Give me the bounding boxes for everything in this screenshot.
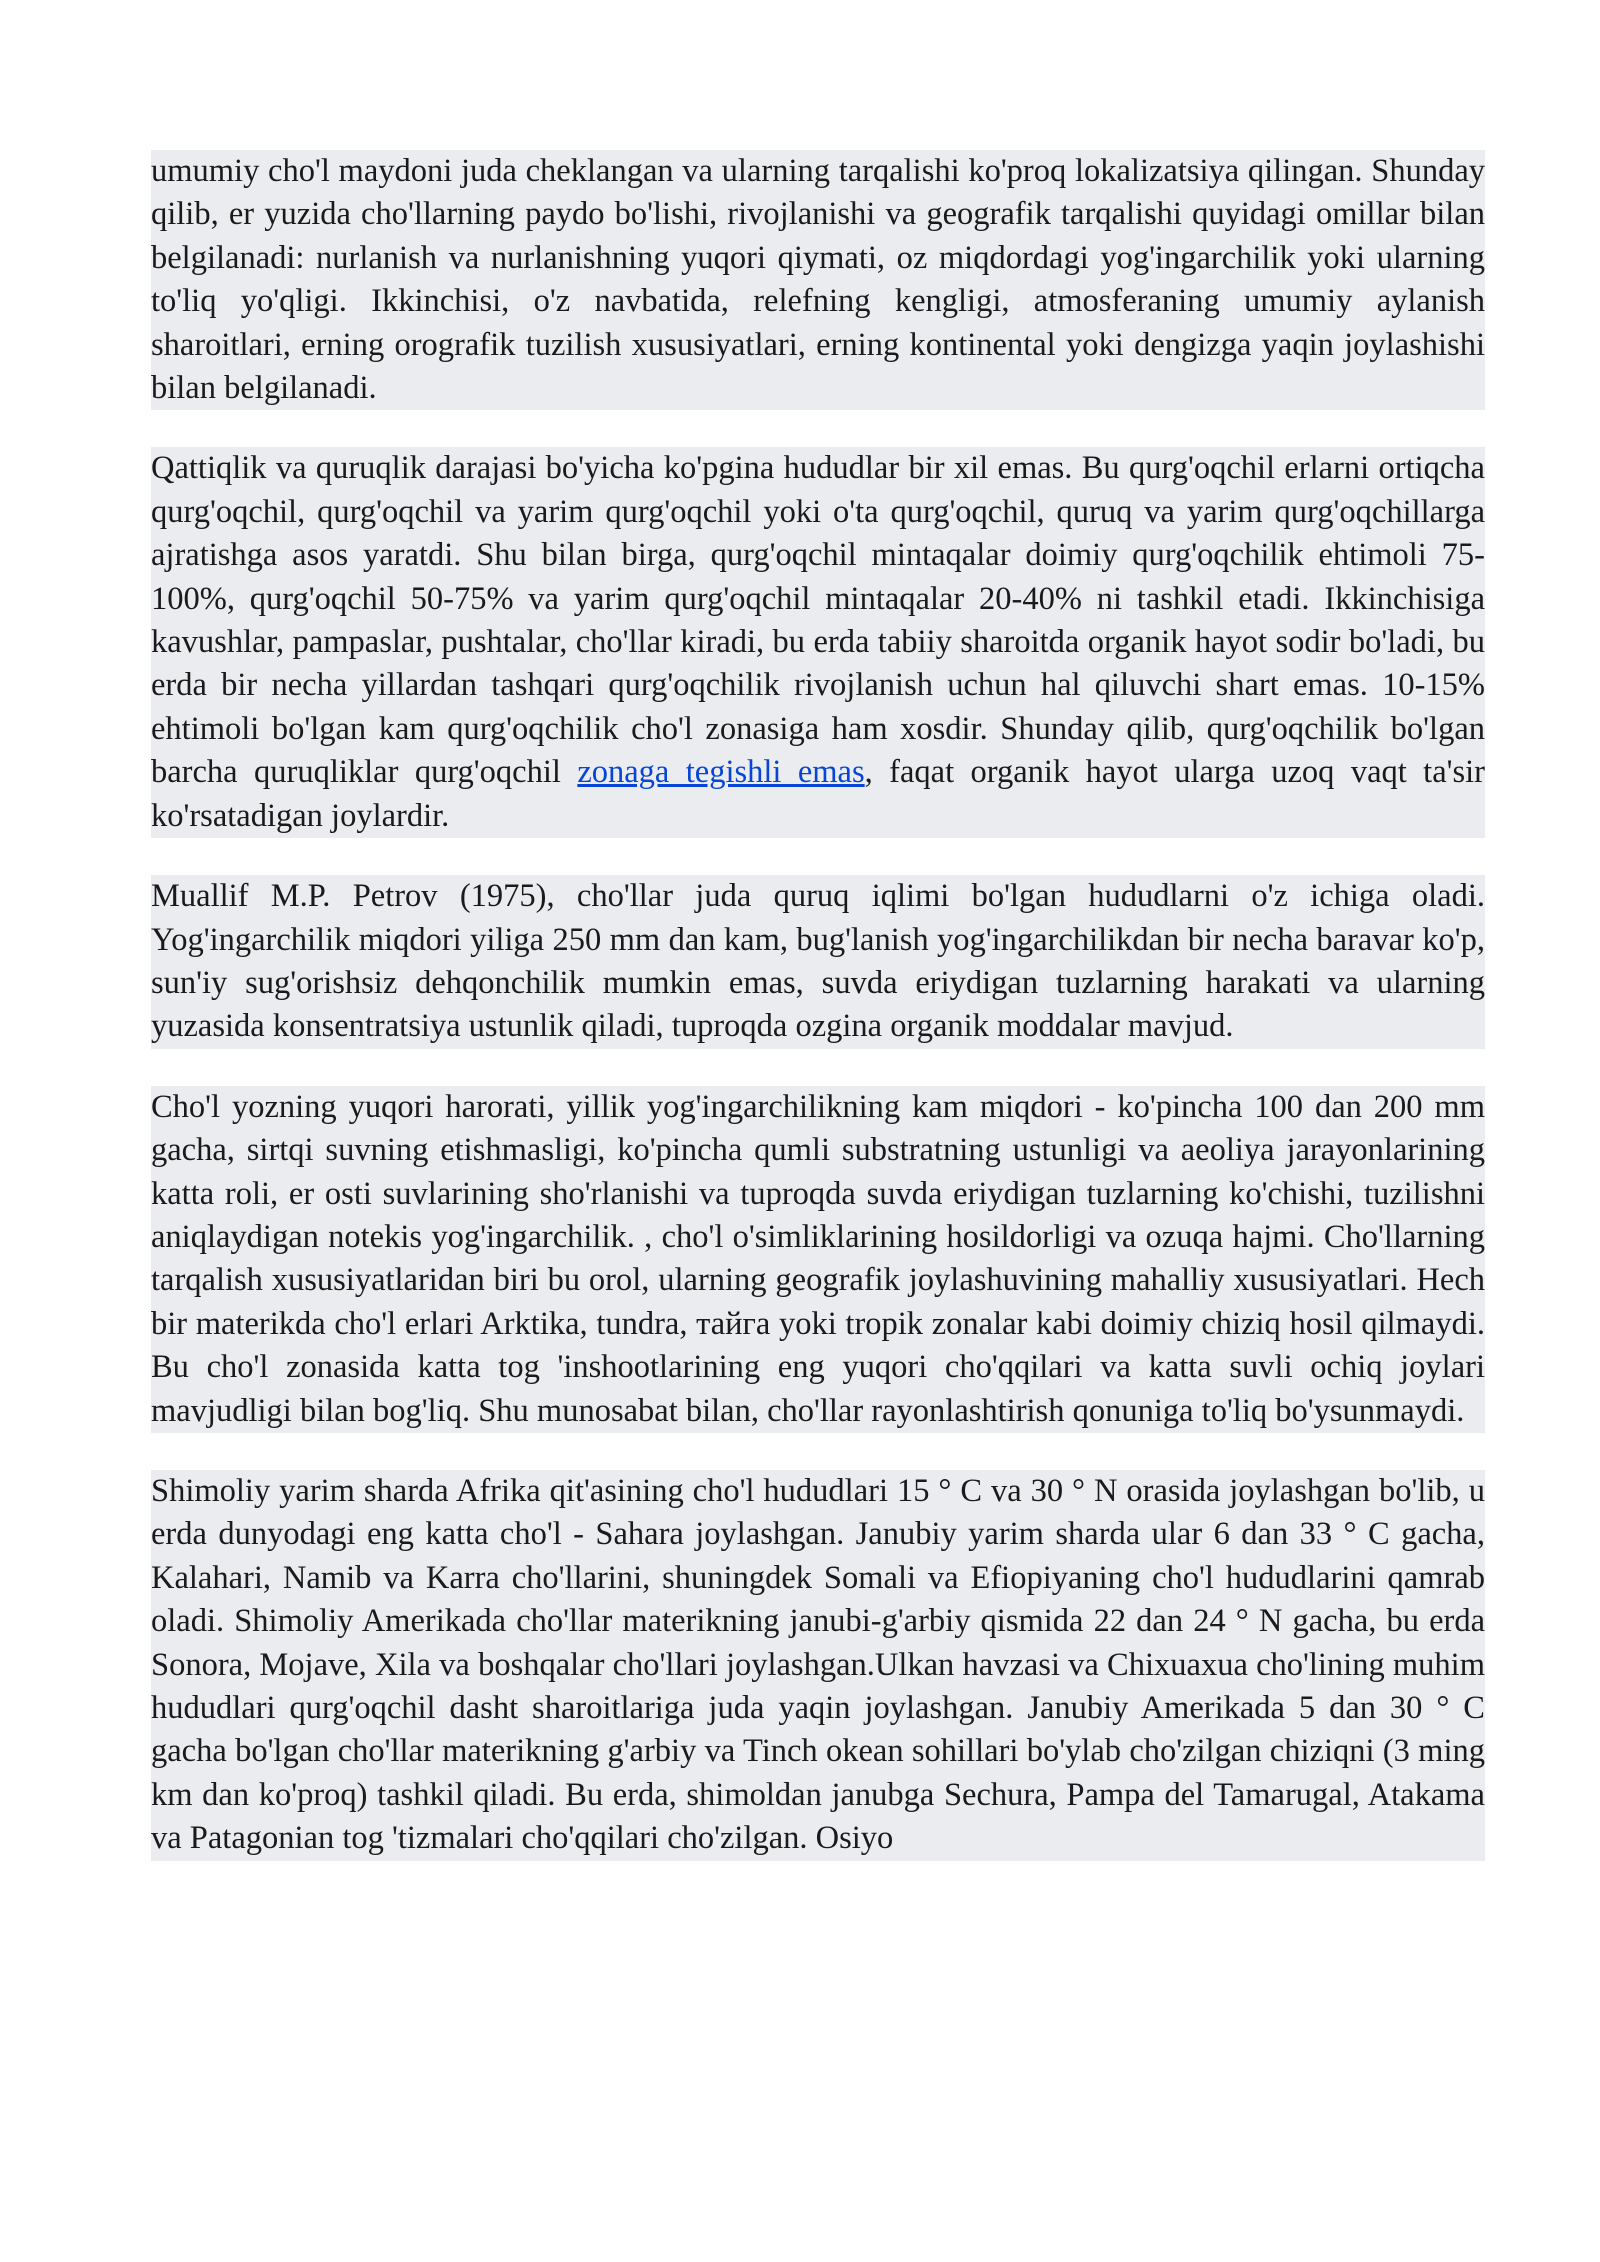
paragraph-4: Cho'l yozning yuqori harorati, yillik yog'ingarchilikning kam miqdori - ko'pincha 100 dan 200 mm gacha, sirtqi suvning etishmasligi, ko'pincha qumli substratning ustunligi va aeoliya jarayonlarining katta roli, er osti suvlarining sho'rlanishi va tuproqda suvda eriydigan tuzlarning ko'chishi, tuzilishni aniqlaydigan notekis yog'ingarchilik. , cho'l o'simliklarining hosildorligi va ozuqa hajmi. Cho'llarning tarqalish xususiyatlaridan biri bu orol, ularning geografik joylashuvining mahalliy xususiyatlari. Hech bir materikda cho'l erlari Arktika, tundra, тайга yoki tropik zonalar kabi doimiy chiziq hosil qilmaydi. Bu cho'l zonasida katta tog 'inshootlarining eng yuqori cho'qqilari va katta suvli ochiq joylari mavjudligi bilan bog'liq. Shu munosabat bilan, cho'llar rayonlashtirish qonuniga to'liq bo'ysunmaydi. bbox=[151, 1086, 1485, 1433]
zone-link[interactable]: zonaga tegishli emas bbox=[577, 754, 865, 791]
paragraph-3: Muallif M.P. Petrov (1975), cho'llar juda quruq iqlimi bo'lgan hududlarni o'z ichiga oladi. Yog'ingarchilik miqdori yiliga 250 mm dan kam, bug'lanish yog'ingarchilikdan bir necha baravar ko'p, sun'iy sug'orishsiz dehqonchilik mumkin emas, suvda eriydigan tuzlarning harakati va ularning yuzasida konsentratsiya ustunlik qiladi, tuproqda ozgina organik moddalar mavjud. bbox=[151, 875, 1485, 1049]
paragraph-1: umumiy cho'l maydoni juda cheklangan va ularning tarqalishi ko'proq lokalizatsiya qilingan. Shunday qilib, er yuzida cho'llarning paydo bo'lishi, rivojlanishi va geografik tarqalishi quyidagi omillar bilan belgilanadi: nurlanish va nurlanishning yuqori qiymati, oz miqdordagi yog'ingarchilik yoki ularning to'liq yo'qligi. Ikkinchisi, o'z navbatida, relefning kengligi, atmosferaning umumiy aylanish sharoitlari, erning orografik tuzilish xususiyatlari, erning kontinental yoki dengizga yaqin joylashishi bilan belgilanadi. bbox=[151, 150, 1485, 410]
paragraph-2 bbox=[151, 447, 1485, 838]
paragraph-2-text-after-link: , faqat organik hayot ularga uzoq vaqt ta'sir ko'rsatadigan joylardir. bbox=[151, 754, 1485, 834]
paragraph-5: Shimoliy yarim sharda Afrika qit'asining cho'l hududlari 15 ° C va 30 ° N orasida joylashgan bo'lib, u erda dunyodagi eng katta cho'l - Sahara joylashgan. Janubiy yarim sharda ular 6 dan 33 ° C gacha, Kalahari, Namib va Karra cho'llarini, shuningdek Somali va Efiopiyaning cho'l hududlarini qamrab oladi. Shimoliy Amerikada cho'llar materikning janubi-g'arbiy qismida 22 dan 24 ° N gacha, bu erda Sonora, Mojave, Xila va boshqalar cho'llari joylashgan.Ulkan havzasi va Chixuaxua cho'lining muhim hududlari qurg'oqchil dasht sharoitlariga juda yaqin joylashgan. Janubiy Amerikada 5 dan 30 ° C gacha bo'lgan cho'llar materikning g'arbiy va Tinch okean sohillari bo'ylab cho'zilgan chiziqni (3 ming km dan ko'proq) tashkil qiladi. Bu erda, shimoldan janubga Sechura, Pampa del Tamarugal, Atakama va Patagonian tog 'tizmalari cho'qqilari cho'zilgan. Osiyo bbox=[151, 1470, 1485, 1861]
document-page bbox=[151, 150, 1485, 1861]
paragraph-2-text-before-link: Qattiqlik va quruqlik darajasi bo'yicha ko'pgina hududlar bir xil emas. Bu qurg'oqchil erlarni ortiqcha qurg'oqchil, qurg'oqchil va yarim qurg'oqchil yoki o'ta qurg'oqchil, quruq va yarim qurg'oqchillarga ajratishga asos yaratdi. Shu bilan birga, qurg'oqchil mintaqalar doimiy qurg'oqchilik ehtimoli 75-100%, qurg'oqchil 50-75% va yarim qurg'oqchil mintaqalar 20-40% ni tashkil etadi. Ikkinchisiga kavushlar, pampaslar, pushtalar, cho'llar kiradi, bu erda tabiiy sharoitda organik hayot sodir bo'ladi, bu erda bir necha yillardan tashqari qurg'oqchilik rivojlanish uchun hal qiluvchi shart emas. 10-15% ehtimoli bo'lgan kam qurg'oqchilik cho'l zonasiga ham xosdir. Shunday qilib, qurg'oqchilik bo'lgan barcha quruqliklar qurg'oqchil bbox=[151, 450, 1485, 791]
